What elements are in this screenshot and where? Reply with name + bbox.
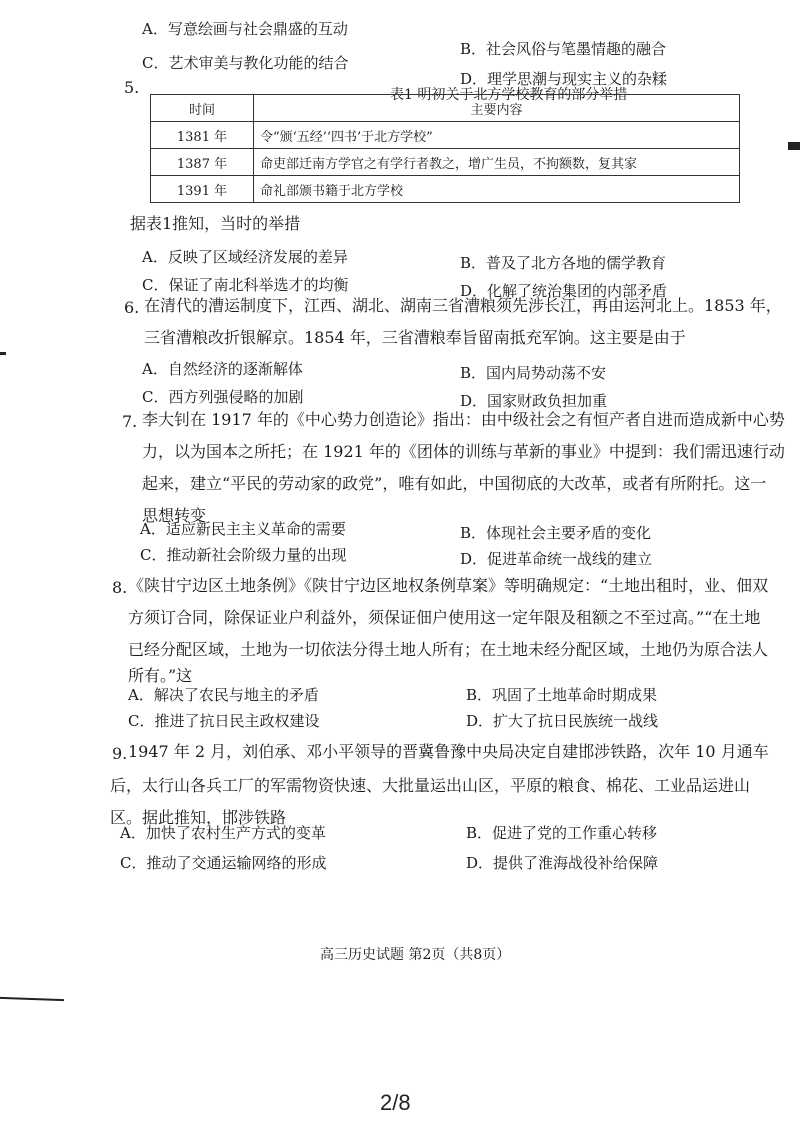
table-row bbox=[151, 149, 740, 176]
q9-option-c: C．推动了交通运输网络的形成 bbox=[120, 854, 327, 872]
q5-number: 5. bbox=[124, 78, 140, 97]
q7-stem-line: 起来，建立“平民的劳动家的政党”，唯有如此，中国彻底的大改革，或者有所附托。这一 bbox=[142, 474, 767, 493]
table-header-content: 主要内容 bbox=[254, 95, 740, 122]
q8-stem-line: 所有。”这 bbox=[128, 666, 193, 685]
page-footer: 高三历史试题 第2页（共8页） bbox=[320, 947, 511, 963]
q6-option-b: B．国内局势动荡不安 bbox=[460, 364, 607, 382]
prev-option-b: B．社会风俗与笔墨情趣的融合 bbox=[460, 40, 667, 58]
q8-number: 8. bbox=[112, 578, 128, 597]
q6-stem-line: 在清代的漕运制度下，江西、湖北、湖南三省漕粮须先涉长江，再由运河北上。1853 年， bbox=[144, 296, 782, 315]
q6-number: 6. bbox=[124, 298, 140, 317]
table-cell-year: 1391 年 bbox=[151, 176, 254, 203]
table-cell-year: 1387 年 bbox=[151, 149, 254, 176]
q8-option-b: B．巩固了土地革命时期成果 bbox=[466, 686, 658, 704]
q9-option-a: A．加快了农村生产方式的变革 bbox=[120, 824, 326, 842]
page-indicator: 2/8 bbox=[380, 1090, 411, 1115]
q9-number: 9. bbox=[112, 744, 128, 763]
q6-option-d: D．国家财政负担加重 bbox=[460, 392, 608, 410]
q5-option-d: D．化解了统治集团的内部矛盾 bbox=[460, 282, 668, 300]
q7-stem-line: 力，以为国本之所托；在 1921 年的《团体的训练与革新的事业》中提到：我们需迅速行动 bbox=[142, 442, 785, 461]
q9-stem-line: 1947 年 2 月，刘伯承、邓小平领导的晋冀鲁豫中央局决定自建邯涉铁路，次年 10 月通车 bbox=[128, 742, 769, 761]
scan-mark bbox=[0, 997, 64, 1001]
q7-stem-line: 李大钊在 1917 年的《中心势力创造论》指出：由中级社会之有恒产者自进而造成新中心势 bbox=[142, 410, 785, 429]
q7-option-a: A．适应新民主主义革命的需要 bbox=[140, 520, 346, 538]
table-cell-content: 令“颁‘五经’‘四书’于北方学校” bbox=[254, 122, 740, 149]
q8-stem-line: 已经分配区域，土地为一切依法分得土地人所有；在土地未经分配区域，土地仍为原合法人 bbox=[128, 640, 769, 659]
q9-option-b: B．促进了党的工作重心转移 bbox=[466, 824, 658, 842]
q7-option-c: C．推动新社会阶级力量的出现 bbox=[140, 546, 347, 564]
measures-table bbox=[150, 94, 740, 203]
q5-option-c: C．保证了南北科举选才的均衡 bbox=[142, 276, 349, 294]
prev-option-d: D．理学思潮与现实主义的杂糅 bbox=[460, 70, 668, 88]
q5-option-b: B．普及了北方各地的儒学教育 bbox=[460, 254, 667, 272]
scan-mark bbox=[0, 352, 6, 355]
q6-stem-line: 三省漕粮改折银解京。1854 年，三省漕粮奉旨留南抵充军饷。这主要是由于 bbox=[144, 328, 686, 347]
table-caption: 表1 明初关于北方学校教育的部分举措 bbox=[390, 87, 628, 103]
q5-stem: 据表1推知，当时的举措 bbox=[130, 214, 301, 233]
q8-option-c: C．推进了抗日民主政权建设 bbox=[128, 712, 320, 730]
q8-option-a: A．解决了农民与地主的矛盾 bbox=[128, 686, 319, 704]
q6-option-a: A．自然经济的逐渐解体 bbox=[142, 360, 303, 378]
q9-option-d: D．提供了淮海战役补给保障 bbox=[466, 854, 659, 872]
q6-option-c: C．西方列强侵略的加剧 bbox=[142, 388, 304, 406]
table-header-time: 时间 bbox=[151, 95, 254, 122]
q7-number: 7. bbox=[122, 412, 138, 431]
q8-stem-line: 方须订合同，除保证业户利益外，须保证佃户使用这一定年限及租额之不至过高。”“在土地 bbox=[128, 608, 761, 627]
table-cell-content: 命礼部颁书籍于北方学校 bbox=[254, 176, 740, 203]
table-cell-content: 命吏部迁南方学官之有学行者教之，增广生员，不拘额数，复其家 bbox=[254, 149, 740, 176]
scan-mark bbox=[788, 142, 800, 150]
q7-option-b: B．体现社会主要矛盾的变化 bbox=[460, 524, 652, 542]
table-header-row bbox=[151, 95, 740, 122]
table-row bbox=[151, 122, 740, 149]
prev-option-a: A．写意绘画与社会鼎盛的互动 bbox=[142, 20, 348, 38]
q7-option-d: D．促进革命统一战线的建立 bbox=[460, 550, 653, 568]
prev-option-c: C．艺术审美与教化功能的结合 bbox=[142, 54, 349, 72]
q8-stem-line: 《陕甘宁边区土地条例》《陕甘宁边区地权条例草案》等明确规定：“土地出租时，业、佃双 bbox=[128, 576, 769, 595]
q9-stem-line: 后，太行山各兵工厂的军需物资快速、大批量运出山区，平原的粮食、棉花、工业品运进山 bbox=[110, 776, 751, 795]
table-cell-year: 1381 年 bbox=[151, 122, 254, 149]
q7-stem-line: 思想转变 bbox=[142, 506, 207, 525]
q5-option-a: A．反映了区域经济发展的差异 bbox=[142, 248, 348, 266]
table-row bbox=[151, 176, 740, 203]
q9-stem-line: 区。据此推知，邯涉铁路 bbox=[110, 808, 287, 827]
q8-option-d: D．扩大了抗日民族统一战线 bbox=[466, 712, 659, 730]
